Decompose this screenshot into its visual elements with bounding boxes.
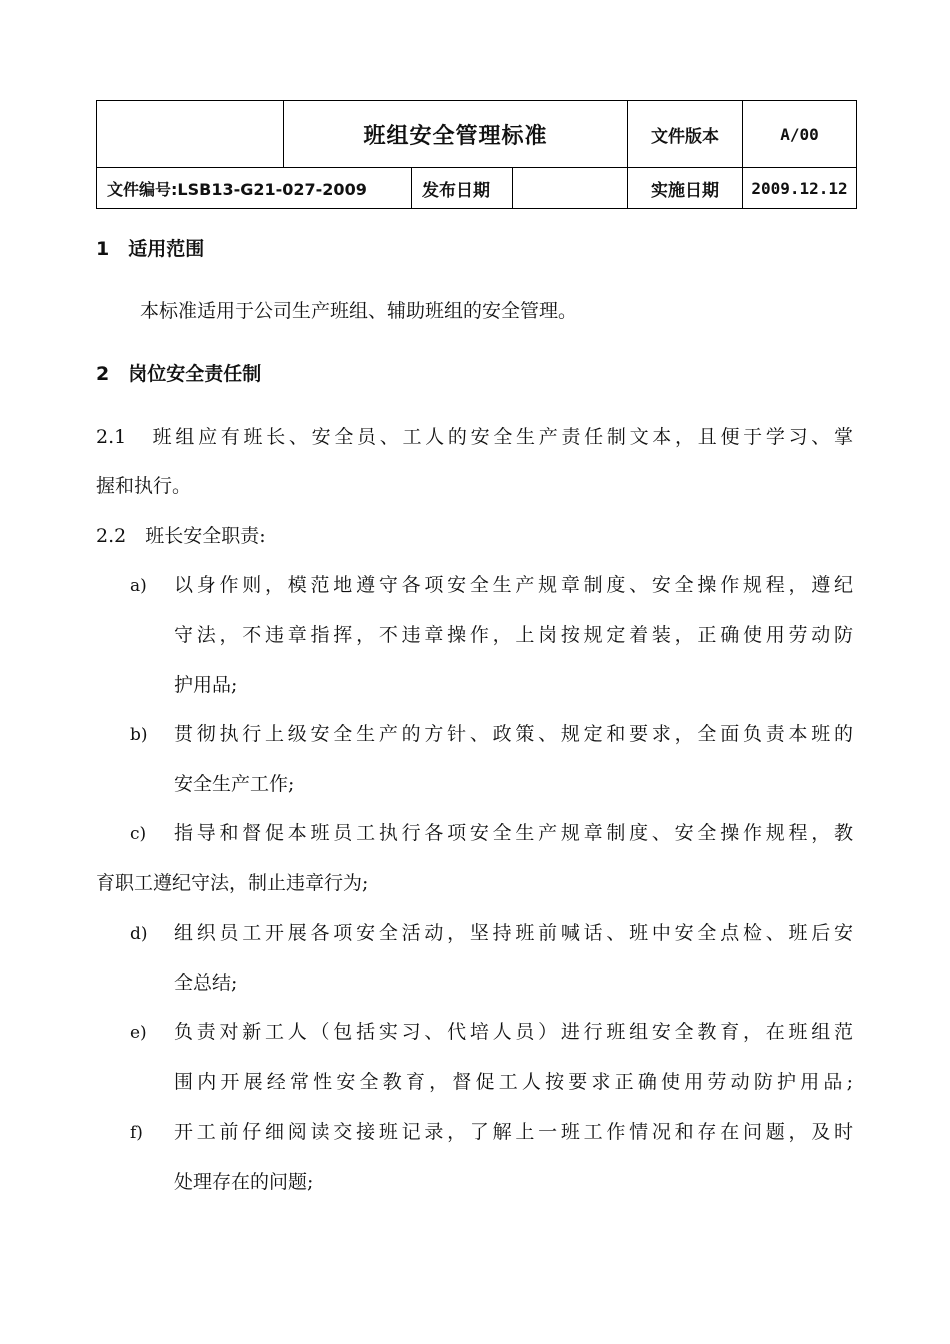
version-value: A/00: [780, 124, 819, 144]
list-marker: a): [130, 576, 147, 596]
list-item-line: 围内开展经常性安全教育，督促工人按要求正确使用劳动防护用品;: [174, 1071, 853, 1093]
list-marker: e): [130, 1023, 147, 1043]
header-logo-cell: [97, 101, 283, 167]
section-heading: 2 岗位安全责任制: [96, 363, 262, 385]
effective-date-value: 2009.12.12: [751, 178, 848, 198]
list-item-line: 处理存在的问题;: [174, 1171, 314, 1193]
list-marker: b): [130, 725, 148, 745]
list-item-line: 组织员工开展各项安全活动，坚持班前喊话、班中安全点检、班后安: [174, 922, 853, 944]
release-date-value: [513, 168, 627, 208]
document-header-table: [96, 100, 857, 209]
list-item-line: 育职工遵纪守法，制止违章行为;: [96, 872, 369, 894]
list-marker: c): [130, 824, 147, 844]
release-date-label: 发布日期: [422, 180, 490, 201]
subsection-heading: 2.2 班长安全职责:: [96, 525, 266, 547]
list-item-line: 安全生产工作;: [174, 773, 295, 795]
paragraph-line: 2.1 班组应有班长、安全员、工人的安全生产责任制文本，且便于学习、掌: [96, 426, 853, 448]
header-divider: [411, 167, 412, 208]
list-item-line: 全总结;: [174, 972, 238, 994]
list-item-line: 护用品;: [174, 674, 238, 696]
list-marker: d): [130, 924, 148, 944]
document-number: 文件编号:LSB13-G21-027-2009: [107, 179, 367, 199]
list-item-line: 以身作则，模范地遵守各项安全生产规章制度、安全操作规程，遵纪: [174, 574, 853, 596]
paragraph-line: 握和执行。: [96, 475, 192, 497]
list-marker: f): [130, 1123, 143, 1143]
list-item-line: 开工前仔细阅读交接班记录，了解上一班工作情况和存在问题，及时: [174, 1121, 853, 1143]
list-item-line: 守法，不违章指挥，不违章操作，上岗按规定着装，正确使用劳动防: [174, 624, 853, 646]
list-item-line: 负责对新工人（包括实习、代培人员）进行班组安全教育，在班组范: [174, 1021, 853, 1043]
paragraph: 本标准适用于公司生产班组、辅助班组的安全管理。: [140, 300, 578, 322]
document-title: 班组安全管理标准: [363, 123, 548, 149]
effective-date-label: 实施日期: [651, 180, 719, 201]
section-heading: 1 适用范围: [96, 238, 205, 260]
list-item-line: 贯彻执行上级安全生产的方针、政策、规定和要求，全面负责本班的: [174, 723, 853, 745]
version-label: 文件版本: [651, 126, 719, 147]
list-item-line: 指导和督促本班员工执行各项安全生产规章制度、安全操作规程，教: [174, 822, 853, 844]
